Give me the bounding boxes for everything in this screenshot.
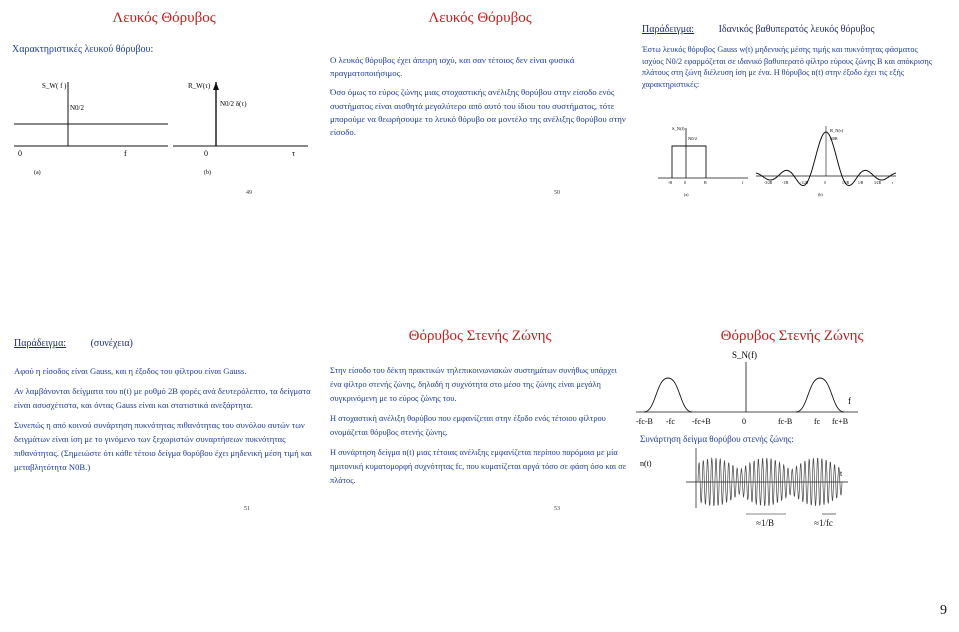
tick-label: -fc <box>666 417 675 426</box>
slide-lowpass-white-noise <box>636 4 948 314</box>
paragraph: Συνεπώς η από κοινού συνάρτηση πυκνότητας πιθανότητας του συνόλου αυτών των δειγμάτων είναι ίση με το γινόμενο των ξεχωριστών συναρτήσεων πυκνότητας πιθανότητας. (Σημειώστε ότι κάθε τέτοιο δείγμα θορύβου έχει μηδενική μέση τιμή και μεταβλητότητα N0B.) <box>14 420 312 472</box>
f-axis: f <box>848 396 851 406</box>
page-number: 53 <box>554 506 560 512</box>
caption-a: (a) <box>34 170 41 176</box>
tick-label: fc+B <box>832 417 849 426</box>
tick-label: τ <box>892 181 894 185</box>
acf-tau: τ <box>292 149 296 158</box>
tick-label: 0 <box>742 417 746 426</box>
page-number: 9 <box>940 603 947 618</box>
tick-label: -3/2B <box>764 181 773 185</box>
slide-white-noise-power <box>324 4 636 314</box>
tick-label: -1/2B <box>800 181 809 185</box>
psd-label: S_W( f ) <box>42 82 67 90</box>
psd-band-negative <box>644 378 692 412</box>
tick-label: f <box>742 180 744 185</box>
paragraph: Η στοχαστική ανέλιξη θορύβου που εμφανίζεται στην έξοδο ενός τέτοιου φίλτρου ονομάζεται θόρυβος στενής ζώνης. <box>330 414 606 437</box>
slide-text: Έστω λευκός θόρυβος Gauss w(t) μηδενικής μέσης τιμής και πυκνότητας φάσματος ισχύος N0/2 εφαρμόζεται σε ιδανικό βαθυπερατό φίλτρο εύρους ζώνης B και απόκρισης πλάτους στη ζώνη διέλευση ίση με ένα. Η θόρυβος n(t) στην έξοδο έχει τις εξής χαρακτηριστικές: <box>642 45 932 89</box>
acf-delta-arrow <box>213 82 219 90</box>
page-number: 51 <box>244 506 250 512</box>
psd-level: N0/2 <box>688 136 697 141</box>
slide-title: Λευκός Θόρυβος <box>112 10 216 26</box>
psd-band-positive <box>796 378 844 412</box>
tick-label: fc <box>814 417 821 426</box>
acf-label: R_W(τ) <box>188 82 211 90</box>
nt-label: n(t) <box>640 459 652 468</box>
tick-label: 0 <box>684 180 686 185</box>
caption-a: (a) <box>684 192 689 197</box>
caption-b: (b) <box>818 192 823 197</box>
sample-heading: Συνάρτηση δείγμα θορύβου στενής ζώνης: <box>640 434 794 444</box>
slide-heading <box>14 338 133 349</box>
white-noise-figure <box>8 76 320 246</box>
slide-white-noise-characteristics <box>8 4 320 314</box>
lowpass-figure <box>636 120 946 200</box>
paragraph: Στην είσοδο του δέκτη πρακτικών τηλεπικοινωνιακών συστημάτων συνήθως υπάρχει ένα φίλτρο στενής ζώνης, δηλαδή η συχνότητα στο μέσο της ζώνης είναι μεγάλη συγκρινόμενη με το εύρος ζώνης του. <box>330 366 617 403</box>
tick-label: 0 <box>824 181 826 185</box>
example-title: Ιδανικός βαθυπερατός λευκός θόρυβος <box>718 24 875 35</box>
slide-subtitle: Χαρακτηριστικές λευκού θόρυβου: <box>12 44 154 55</box>
span-short-label: ≈1/fc <box>814 518 833 528</box>
paragraph: Η συνάρτηση δείγμα n(t) μιας τέτοιας ανέλιξης εμφανίζεται περίπου παρόμοια με μία ημιτονική κυματομορφή συχνότητας fc, που κυματίζεται αργά τόσο σε φάση όσο και σε πλάτος. <box>330 448 627 485</box>
narrowband-figure <box>636 344 948 524</box>
tick-label: 3/2B <box>874 181 881 185</box>
paragraph: Ο λευκός θόρυβος έχει άπειρη ισχύ, και σαν τέτοιος δεν είναι φυσικά πραγματοποιήσιμος. <box>330 55 575 79</box>
slide-title: Θόρυβος Στενής Ζώνης <box>408 328 552 344</box>
caption-b: (b) <box>204 170 211 176</box>
slide-example-continued <box>8 322 320 632</box>
slide-narrowband-noise-intro <box>324 322 636 632</box>
psd-f: f <box>124 149 127 158</box>
psd-level: N0/2 <box>70 104 84 112</box>
slide-body <box>330 54 628 145</box>
slide-narrowband-noise-figure <box>636 322 948 632</box>
span-long-label: ≈1/B <box>756 518 774 528</box>
slide-heading <box>642 24 874 35</box>
paragraph: Αφού η είσοδος είναι Gauss, και η έξοδος του φίλτρου είναι Gauss. <box>14 366 247 376</box>
page-number: 49 <box>246 190 252 196</box>
psd-rect <box>672 146 706 178</box>
tick-label: -B <box>668 180 672 185</box>
example-title: (συνέχεια) <box>90 338 133 349</box>
slide-body <box>14 364 312 480</box>
psd-label: S_N(f) <box>672 126 685 131</box>
t-axis: t <box>840 469 843 478</box>
paragraph: Αν λαμβάνονται δείγματα του n(t) με ρυθμό 2B φορές ανά δευτερόλεπτο, τα δείγματα είναι ασυσχέτιστα, και όντας Gauss είναι και στατιστικά ανεξάρτητα. <box>14 386 311 410</box>
slide-title: Θόρυβος Στενής Ζώνης <box>720 328 864 344</box>
paragraph: Όσο όμως το εύρος ζώνης μιας στοχαστικής ανέλιξης θορύβου στην είσοδο ενός συστήματος είναι αισθητά μεγαλύτερο από αυτό του ίδιου του συστήματος, τότε μπορούμε να θεωρήσουμε το λευκό θόρυβο σα μοντέλο της ανέλιξης θορύβου στην είσοδο. <box>330 87 626 138</box>
psd-zero: 0 <box>18 149 22 158</box>
acf-level: N0/2 δ(τ) <box>220 100 247 108</box>
acf-zero: 0 <box>204 149 208 158</box>
psd-label: S_N(f) <box>732 350 757 360</box>
page-number: 50 <box>554 190 560 196</box>
tick-label: -1/B <box>782 181 789 185</box>
tick-label: 1/B <box>858 181 864 185</box>
tick-label: -fc-B <box>636 417 653 426</box>
slide-title: Λευκός Θόρυβος <box>428 10 532 26</box>
tick-label: 1/2B <box>842 181 849 185</box>
slide-body <box>330 364 628 494</box>
acf-label: R_N(τ) <box>830 128 844 133</box>
example-label: Παράδειγμα: <box>642 24 695 35</box>
tick-label: fc-B <box>778 417 793 426</box>
acf-level: N0B <box>830 136 838 141</box>
example-label: Παράδειγμα: <box>14 338 67 349</box>
tick-label: B <box>704 180 707 185</box>
tick-label: -fc+B <box>692 417 711 426</box>
